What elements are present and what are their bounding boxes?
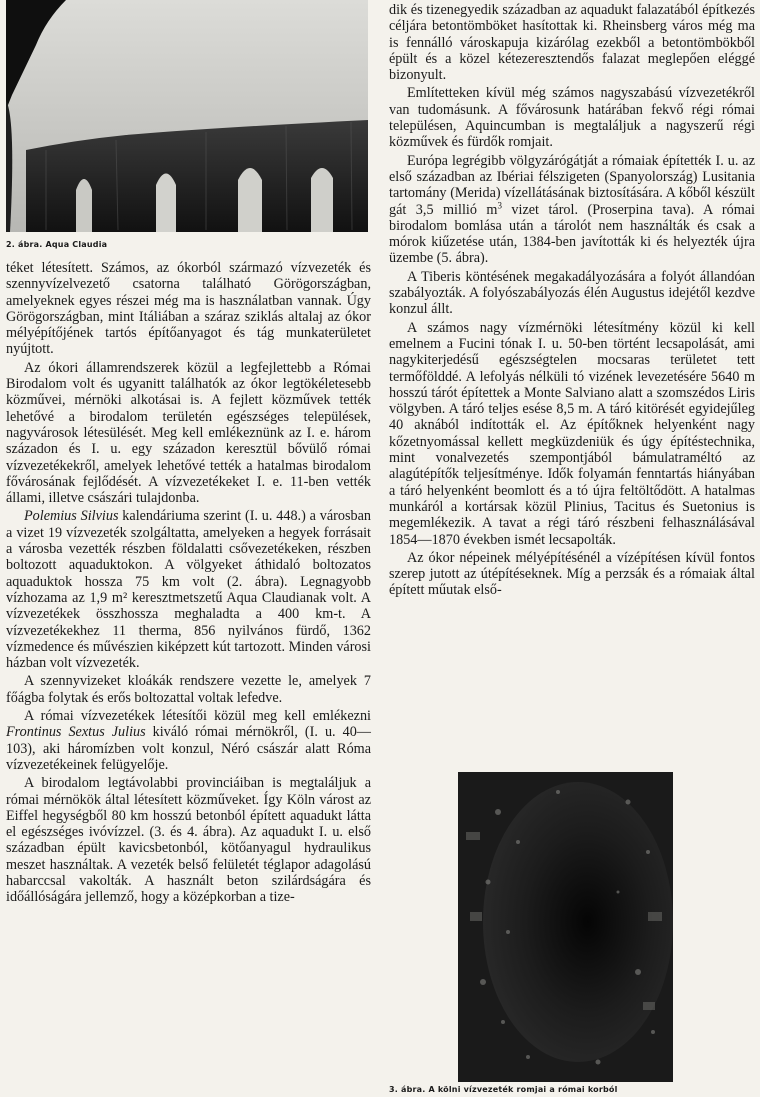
right-paragraph-3: [389, 153, 755, 267]
figure-2-caption: 2. ábra. Aqua Claudia: [6, 240, 108, 249]
polemius-silvius-name: Polemius Silvius: [24, 508, 119, 525]
cubic-superscript: 3: [497, 199, 502, 210]
right-paragraph-3-body: vizet tárol. (Proserpina tava). A római birodalom bomlása után a tárolót nem használták és csak a mórok kiűzetése után, 1384-ben javították ki és helyezték újra üzembe (5. ábra).: [389, 201, 755, 267]
left-paragraph-5: [6, 708, 371, 773]
left-paragraph-3: [6, 508, 371, 671]
left-paragraph-3-body: kalendáriuma szerint (I. u. 448.) a városban a vizet 19 vízvezeték szolgáltatta, amelyeken a hegyek forrásait a városba vezették részben földalatti csővezetékeken, részben boltozott aquaduktokon. A völgyeket áthidaló boltozatos aquaduktok hossza 75 km volt (2. ábra). Legnagyobb vízhozama az 1,9 m² keresztmetszetű Aqua Claudianak volt. A vízvezetékek összhossza meghaladta a 400 km-t. A vízvezetékekhez 11 therma, 856 nyilvános fürdő, 1362 vízmedence és művészien kiképzett kút tartozott. Minden városi házban volt vízvezeték.: [6, 508, 371, 672]
cologne-aqueduct-photo: [458, 772, 673, 1082]
left-paragraph-5-start: A római vízvezetékek létesítői közül meg kell emlékezni: [24, 708, 371, 725]
right-paragraph-5: A számos nagy vízmérnöki létesítmény közül ki kell emelnem a Fucini tónak I. u. 50-ben történt lecsapolását, ami nagykiterjedésű egészségtelen mocsaras területet tett termőfölddé. A lefolyás nélküli tó vizének levezetésére 5640 m hosszú tárót építettek a Monte Salviano alatt a szomszédos Liris völgyben. A táró teljes esése 8,5 m. A táró kitörését egyidejűleg 40 aknából indították el. Az építőknek helyenként nagy kőzetnyomással kellett megküzdeniük és úgy építéstechnika, mint vonalvezetés szempontjából bámulatraméltó az alagútépítők teljesítménye. Idők folyamán fenntartás hiányában a táró helyenként beomlott és a tó újra feltöltődött. A hatalmas munkáról a kortársak közül Plinius, Tacitus és Suetonius is megemlékezik. A tavat a régi táró részbeni felhasználásával 1854—1870 években ismét lecsapolták.: [389, 319, 755, 548]
left-paragraph-1: téket létesített. Számos, az ókorból származó vízvezeték és szennyvízelvezető csatorna található Görögországban, amelyeknek egyes részei még ma is használatban vannak. Úgy Görögországban, mint Itáliában a száraz sziklás altalaj az ókor mélyépítőjének tartós építőanyagot és tág munkaterületet nyújtott.: [6, 260, 371, 358]
right-text-column: [389, 2, 755, 599]
right-paragraph-1: dik és tizenegyedik században az aquadukt falazatából építkezés céljára betontömböket hasítottak ki. Rheinsberg város még ma is fennálló városkapuja kizárólag ezekből a betontömbökből épült és a közel kétezeresztendős falazat meglepően eléggé bizonyult.: [389, 2, 755, 84]
right-paragraph-3-start: Európa legrégibb völgyzárógátját a rómaiak építették I. u. az első században az Ibériai félszigeten (Spanyolország) Lusitania tartomány (Merida) vízellátásának biztosítására. A kőből készült gát 3,5 millió m: [389, 152, 755, 218]
right-paragraph-2: Említetteken kívül még számos nagyszabású vízvezetékről van tudomásunk. A fővárosunk határában fekvő régi római településen, Aquincumban is megtaláljuk a nagyszerű régi közművek és fürdők romjait.: [389, 85, 755, 151]
figure-3-caption: 3. ábra. A kölni vízvezeték romjai a római korból: [389, 1085, 618, 1094]
left-text-column: [6, 260, 371, 906]
left-paragraph-5-body: kiváló római mérnökről, (I. u. 40—103), aki háromízben volt konzul, Néró császár alatt Róma vízvezetékeinek felügyelője.: [6, 724, 371, 773]
left-paragraph-4: A szennyvizeket kloákák rendszere vezette le, amelyek 7 főágba folytak és erős boltozattal voltak lefedve.: [6, 673, 371, 706]
right-paragraph-4: A Tiberis köntésének megakadályozására a folyót állandóan szabályozták. A folyószabályozás élén Augustus idejétől kezdve konzul állt.: [389, 268, 755, 318]
aqua-claudia-photo: [6, 0, 368, 232]
aqua-claudia-image: [6, 0, 368, 232]
left-paragraph-2: Az ókori államrendszerek közül a legfejlettebb a Római Birodalom volt és ugyanitt találhatók az ókor legtökéletesebb közművei, mérnöki alkotásai is. A fejlett közművek tették lehetővé a birodalom területén egészséges települések, nagyvárosok létesülését. Meg kell emlékeznünk az I. e. három századon és I. u. egy századon keresztül bővülő római vízvezetékekről, amelyek lehetővé tették a hatalmas birodalom fővárosának fejlődését. A vízvezetékeket I. e. 11-ben vették állami, illetve császári tulajdonba.: [6, 359, 371, 507]
cologne-aqueduct-image: [458, 772, 673, 1082]
frontinus-name: Frontinus Sextus Julius: [6, 724, 146, 741]
left-paragraph-6: A birodalom legtávolabbi provinciáiban is megtaláljuk a római mérnökök által létesített közműveket. Így Köln várost az Eiffel hegységből 80 km hosszú betonból épített aquadukt látta el egészséges ivóvízzel. (3. és 4. ábra). Az aquadukt I. u. első században épült kavicsbetonból, kötőanyagul hydraulikus meszet használtak. A vezeték belső felületét téglapor adagolású habarccsal vakolták. A használt beton szilárdságára és időállóságára jellemző, hogy a középkorban a tize-: [6, 775, 371, 906]
right-paragraph-6: Az ókor népeinek mélyépítésénél a vízépítésen kívül fontos szerep jutott az útépítéseknek. Míg a perzsák és a rómaiak által épített műutak első-: [389, 549, 755, 599]
